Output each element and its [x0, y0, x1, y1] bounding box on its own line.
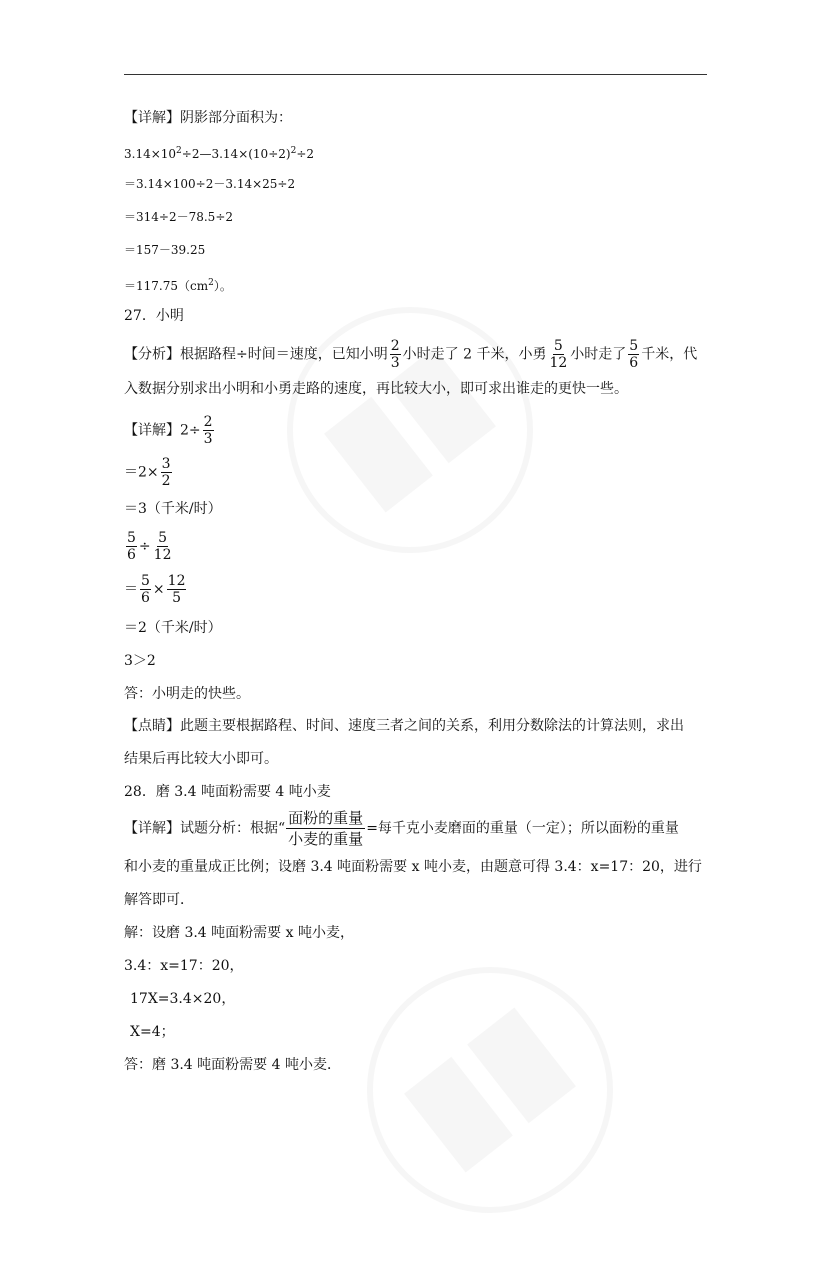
fraction: $\frac{2}{3}$: [203, 414, 213, 447]
q26-step-2: ＝3.14×100÷2－3.14×25÷2: [124, 177, 296, 191]
q28-detail-line1: 【详解】试题分析：根据“ $\frac{\text{面粉的重量}}{\text{小麦的重量}}$ =每千克小麦磨面的重量（一定）；所以面粉的重量: [124, 809, 679, 848]
fraction: $\frac{5}{6}$: [141, 573, 150, 606]
fraction: $\frac{5}{6}$: [127, 530, 136, 563]
q27-compare: 3＞2: [124, 653, 156, 669]
q28-ratio: 3.4：x=17：20，: [124, 958, 244, 974]
q28-detail-line2: 和小麦的重量成正比例；设磨 3.4 吨面粉需要 x 吨小麦，由题意可得 3.4：x=17：20，进行: [124, 859, 702, 875]
q28-eq-2: X=4；: [130, 1024, 175, 1040]
q26-step-3: ＝314÷2－78.5÷2: [124, 210, 234, 224]
q27-conclusion: 答：小明走的快些。: [124, 686, 250, 702]
q28-solve-heading: 解：设磨 3.4 吨面粉需要 x 吨小麦，: [124, 925, 354, 941]
q27-eq-5: ＝2（千米/时）: [124, 620, 222, 636]
q27-eq-4: ＝ $\frac{5}{6}$ × $\frac{12}{5}$: [124, 573, 186, 606]
q26-step-4: ＝157－39.25: [124, 243, 206, 257]
fraction: $\frac{5}{12}$: [549, 338, 568, 371]
fraction: $\frac{\text{面粉的重量}}{\text{小麦的重量}}$: [288, 809, 364, 848]
q28-detail-line3: 解答即可．: [124, 892, 194, 908]
q27-answer: 27．小明: [124, 308, 184, 324]
q26-step-1: $3.14\times 10^2\div 2—3.14\times(10\div 2)^2\div 2$: [124, 146, 315, 161]
fraction: $\frac{3}{2}$: [161, 456, 171, 489]
fraction: $\frac{5}{12}$: [153, 530, 172, 563]
q27-eq-3: $\frac{5}{6}$ ÷ $\frac{5}{12}$: [127, 530, 172, 563]
fraction: $\frac{12}{5}$: [167, 573, 186, 606]
fraction: $\frac{5}{6}$: [629, 338, 639, 371]
q27-analysis-line1: 【分析】根据路程÷时间＝速度，已知小明 $\frac{2}{3}$ 小时走了 2 千米，小勇 $\frac{5}{12}$ 小时走了 $\frac{5}{6}$ 千米，代: [124, 338, 698, 371]
q27-eq-2: ＝3（千米/时）: [124, 501, 222, 517]
q28-conclusion: 答：磨 3.4 吨面粉需要 4 吨小麦．: [124, 1057, 341, 1073]
q28-answer: 28．磨 3.4 吨面粉需要 4 吨小麦: [124, 784, 331, 800]
watermark-seal: [308, 908, 673, 1272]
q26-detail-heading: 【详解】阴影部分面积为：: [124, 110, 292, 126]
q27-comment-line2: 结果后再比较大小即可。: [124, 751, 278, 767]
header-rule: [124, 74, 707, 75]
q27-eq-1: ＝2× $\frac{3}{2}$: [124, 456, 171, 489]
q27-detail-heading: 【详解】2÷ $\frac{2}{3}$: [124, 414, 213, 447]
q27-analysis-line2: 入数据分别求出小明和小勇走路的速度，再比较大小，即可求出谁走的更快一些。: [124, 381, 628, 397]
fraction: $\frac{2}{3}$: [390, 338, 400, 371]
watermark-seal: [228, 248, 593, 613]
q27-comment-line1: 【点睛】此题主要根据路程、时间、速度三者之间的关系，利用分数除法的计算法则，求出: [124, 718, 684, 734]
q28-eq-1: 17X=3.4×20，: [130, 991, 236, 1007]
q26-step-5: $=117.75(cm^2)$。: [124, 278, 232, 293]
